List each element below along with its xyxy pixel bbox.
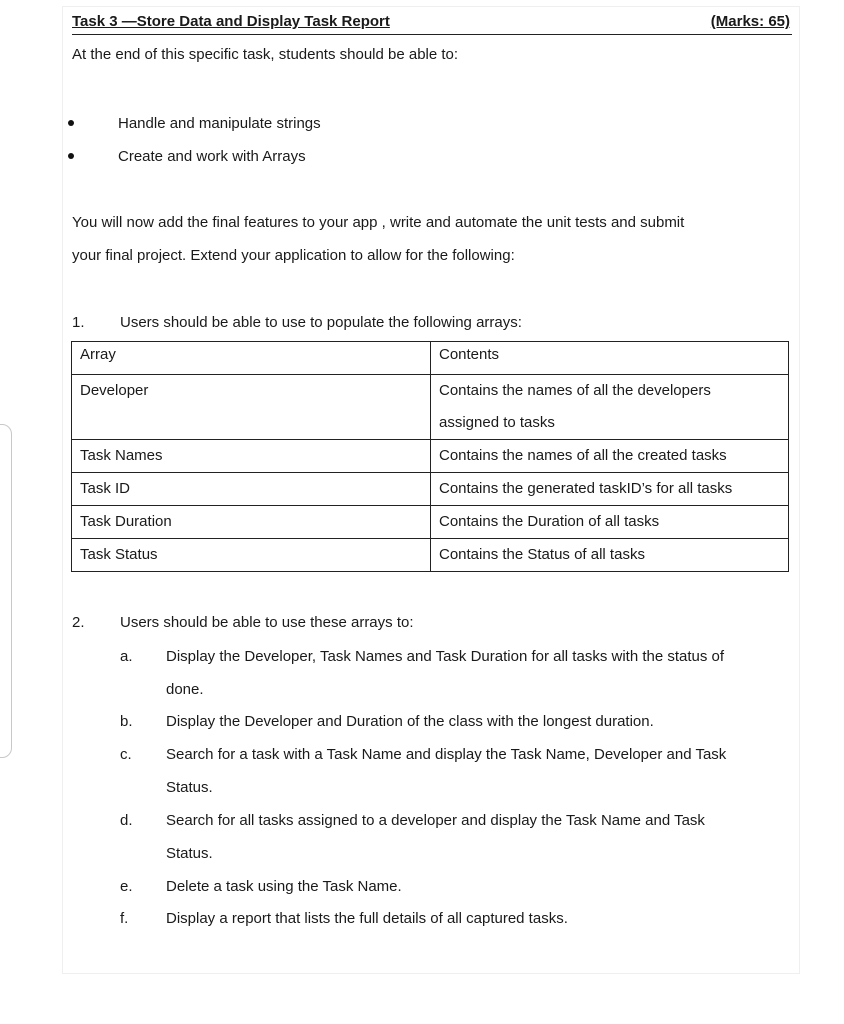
side-panel-handle[interactable] bbox=[0, 424, 12, 758]
table-cell: Task Names bbox=[72, 440, 431, 473]
task-header bbox=[72, 12, 792, 35]
item-text: Users should be able to use these arrays to: bbox=[120, 614, 414, 631]
table-row bbox=[72, 539, 789, 572]
item-number: 1. bbox=[72, 314, 85, 331]
table-cell: Contains the Status of all tasks bbox=[431, 539, 789, 572]
bullet-icon bbox=[68, 153, 74, 159]
sub-item-text: Delete a task using the Task Name. bbox=[166, 878, 402, 895]
table-cell: Contains the Duration of all tasks bbox=[431, 506, 789, 539]
table-cell: Task ID bbox=[72, 473, 431, 506]
table-cell bbox=[431, 375, 789, 440]
intro-text: At the end of this specific task, students should be able to: bbox=[72, 46, 459, 63]
task-title: Task 3 —Store Data and Display Task Report bbox=[72, 13, 390, 30]
item-text: Users should be able to use to populate the following arrays: bbox=[120, 314, 522, 331]
table-header-row bbox=[72, 342, 789, 375]
item-number: 2. bbox=[72, 614, 85, 631]
bullet-text: Create and work with Arrays bbox=[118, 148, 306, 165]
sub-item-text: Display the Developer and Duration of the class with the longest duration. bbox=[166, 713, 654, 730]
sub-item-letter: d. bbox=[120, 812, 133, 829]
table-row bbox=[72, 440, 789, 473]
table-row bbox=[72, 473, 789, 506]
sub-item-letter: f. bbox=[120, 910, 129, 927]
sub-item-text: Display the Developer, Task Names and Task Duration for all tasks with the status of bbox=[166, 648, 725, 665]
sub-item-letter: a. bbox=[120, 648, 133, 665]
sub-item-letter: b. bbox=[120, 713, 133, 730]
table-cell: Contains the generated taskID’s for all tasks bbox=[431, 473, 789, 506]
sub-item-text: Search for a task with a Task Name and display the Task Name, Developer and Task bbox=[166, 746, 727, 763]
sub-item-letter: c. bbox=[120, 746, 132, 763]
table-cell: Task Duration bbox=[72, 506, 431, 539]
cell-line: assigned to tasks bbox=[439, 414, 555, 431]
sub-item-text-cont: Status. bbox=[166, 845, 213, 862]
table-row bbox=[72, 506, 789, 539]
cell-line: Contains the names of all the developers bbox=[439, 382, 711, 399]
table-cell: Developer bbox=[72, 375, 431, 440]
sub-item-text: Display a report that lists the full details of all captured tasks. bbox=[166, 910, 568, 927]
table-cell: Task Status bbox=[72, 539, 431, 572]
table-header-cell: Array bbox=[72, 342, 431, 375]
sub-item-text-cont: done. bbox=[166, 681, 204, 698]
paragraph-line: You will now add the final features to your app , write and automate the unit tests and submit bbox=[72, 214, 685, 231]
arrays-table bbox=[71, 341, 789, 572]
task-marks: (Marks: 65) bbox=[710, 13, 790, 30]
sub-item-text: Search for all tasks assigned to a developer and display the Task Name and Task bbox=[166, 812, 705, 829]
bullet-text: Handle and manipulate strings bbox=[118, 115, 321, 132]
table-cell: Contains the names of all the created tasks bbox=[431, 440, 789, 473]
bullet-icon bbox=[68, 120, 74, 126]
sub-item-letter: e. bbox=[120, 878, 133, 895]
sub-item-text-cont: Status. bbox=[166, 779, 213, 796]
table-row bbox=[72, 375, 789, 440]
paragraph-line: your final project. Extend your application to allow for the following: bbox=[72, 247, 515, 264]
table-header-cell: Contents bbox=[431, 342, 789, 375]
